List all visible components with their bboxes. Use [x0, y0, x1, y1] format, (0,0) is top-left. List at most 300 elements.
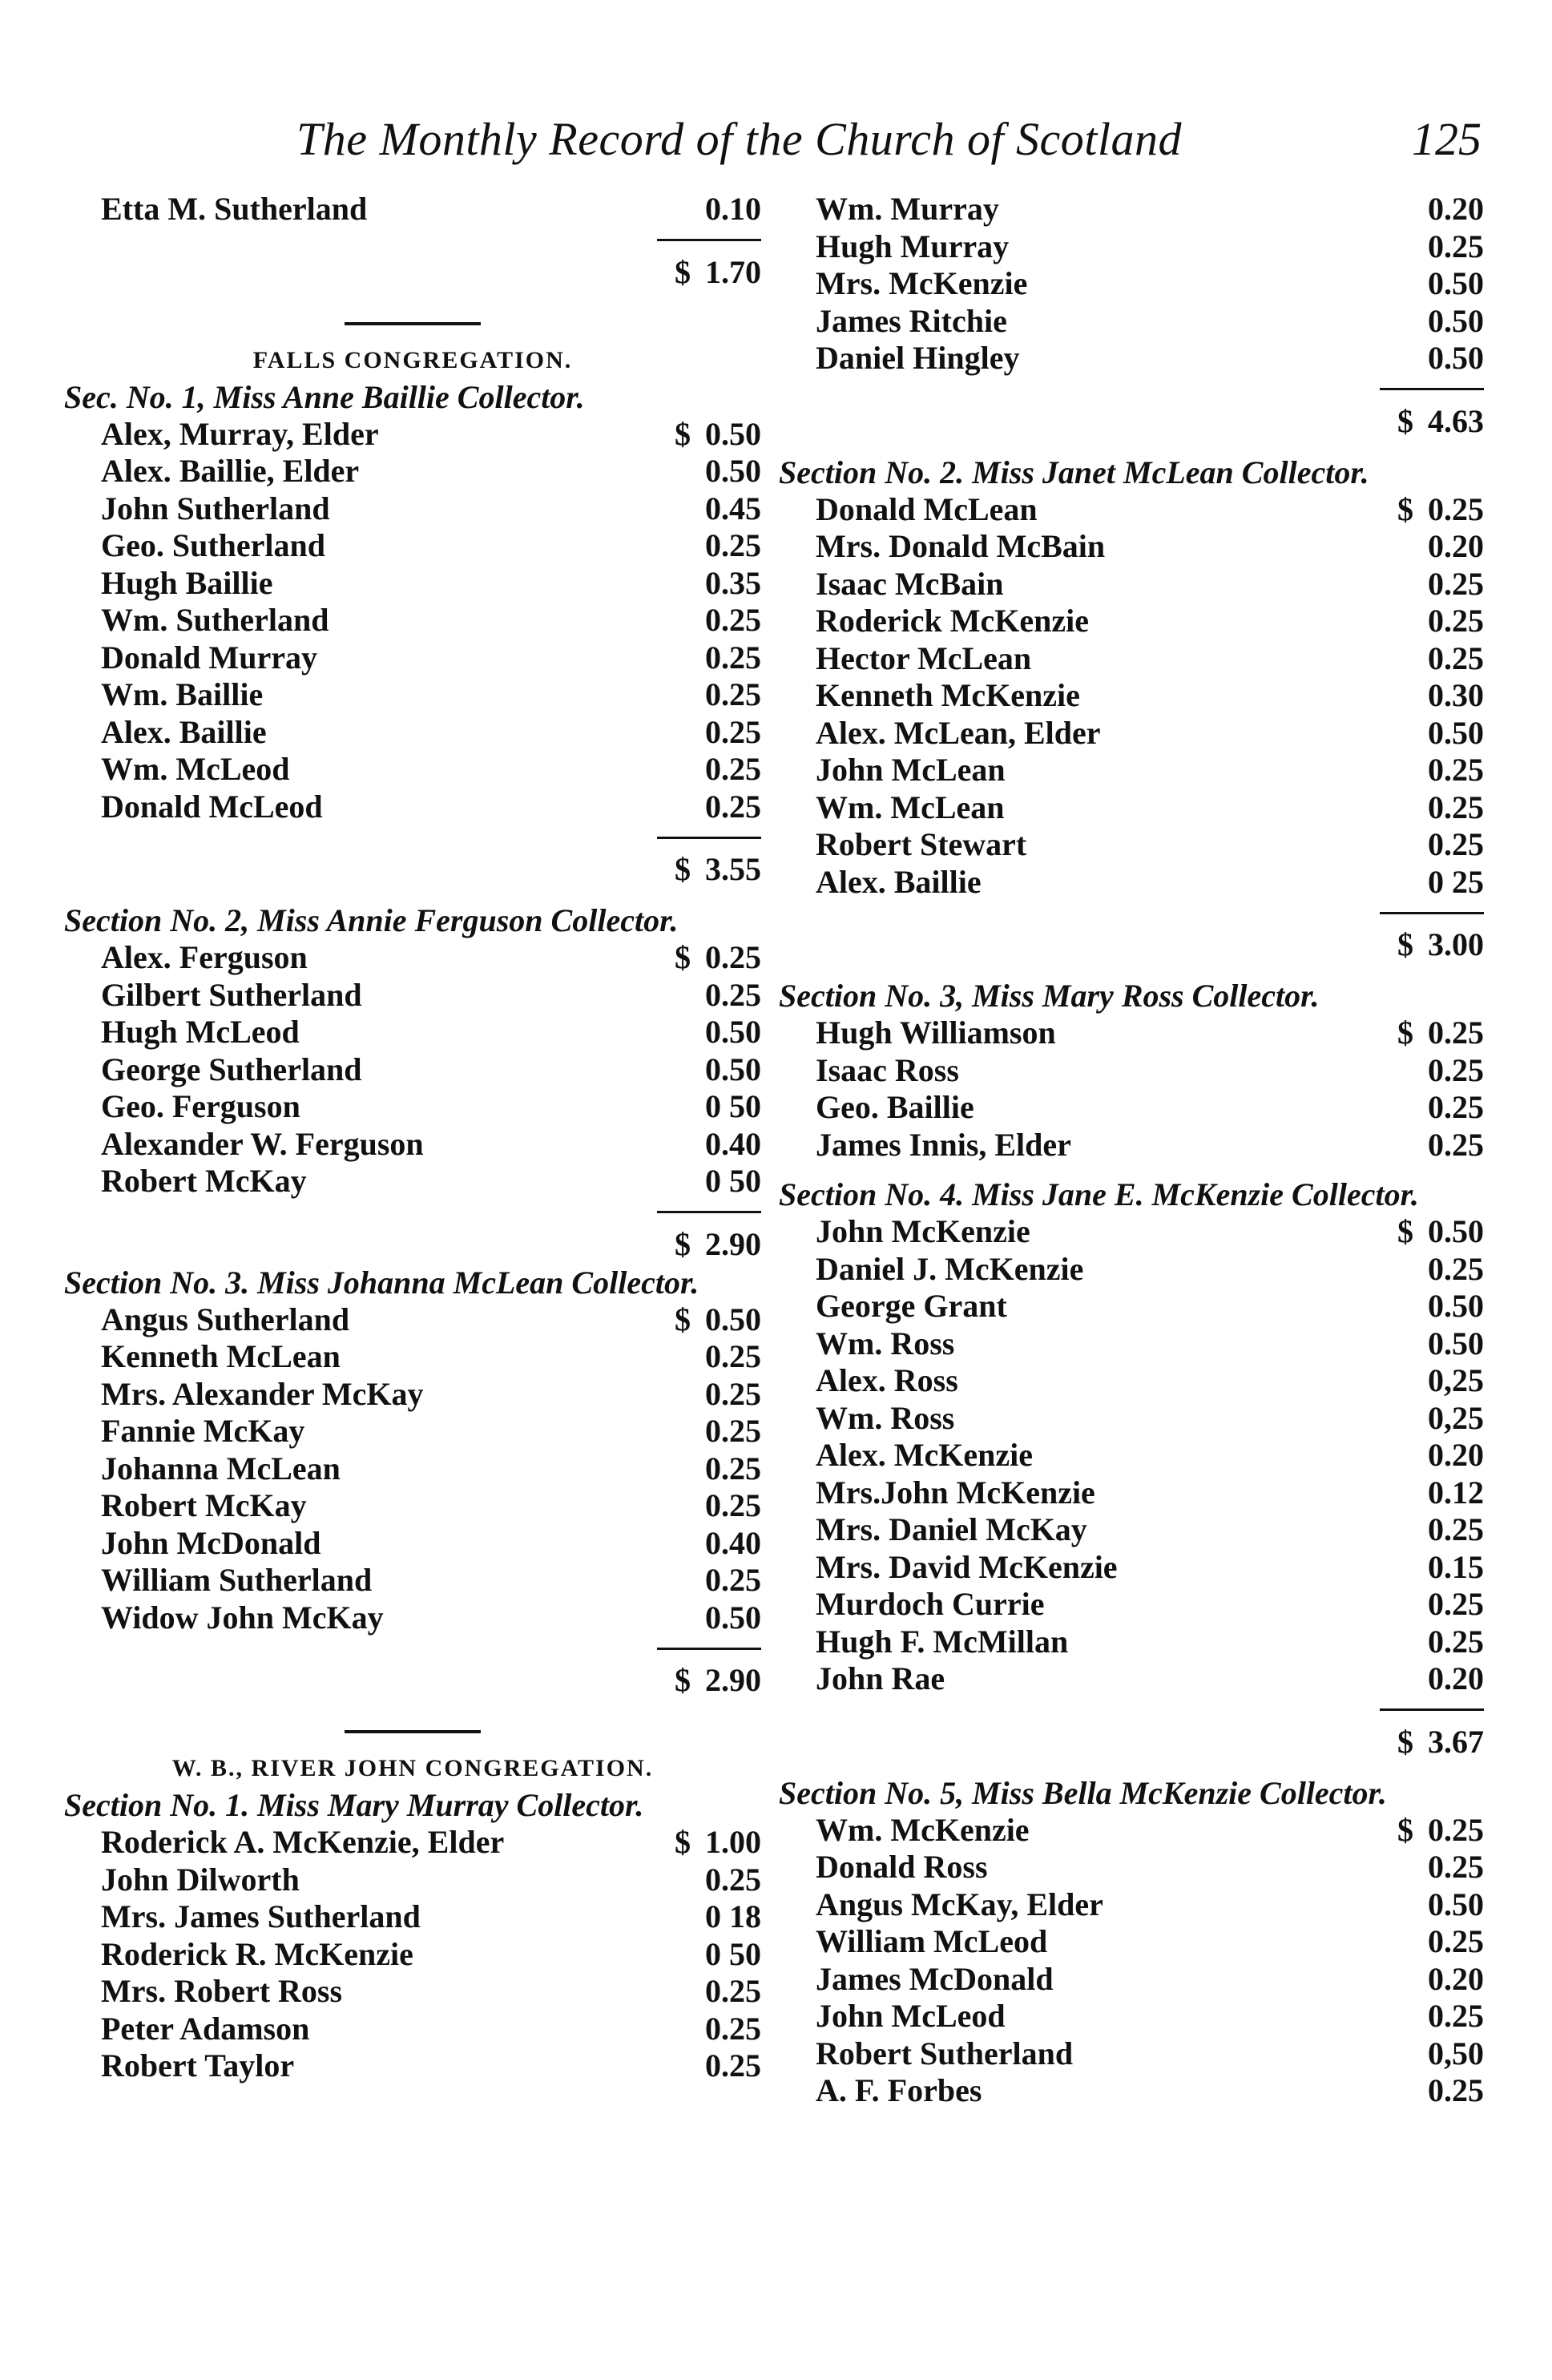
contribution-amount: [705, 1163, 761, 1200]
amount-value: 0.25: [705, 676, 761, 712]
contribution-row: [64, 2047, 761, 2085]
contributor-name: Alex, Murray, Elder: [101, 415, 379, 452]
contribution-amount: [705, 527, 761, 565]
contributor-name: Alex. Baillie: [816, 863, 982, 900]
amount-value: 0.25: [705, 1861, 761, 1898]
contribution-row: [64, 1450, 761, 1488]
contributor-name: Hugh F. McMillan: [816, 1623, 1069, 1660]
contribution-amount: [1428, 2072, 1484, 2110]
contribution-amount: [1397, 491, 1484, 529]
contribution-row: [64, 977, 761, 1015]
contributor-name: Daniel J. McKenzie: [816, 1250, 1084, 1287]
contributor-name: Hector McLean: [816, 639, 1032, 676]
contribution-row: [64, 191, 761, 228]
contribution-amount: [1428, 1474, 1484, 1512]
contribution-amount: [1428, 1511, 1484, 1549]
section-title: Section No. 3. Miss Johanna McLean Collector.: [64, 1264, 699, 1301]
contribution-amount: [1428, 1089, 1484, 1127]
contribution-amount: [705, 1898, 761, 1936]
amount-value: 0.25: [705, 751, 761, 787]
contribution-amount: [705, 2011, 761, 2048]
amount-value: 0.25: [705, 639, 761, 676]
contribution-amount: [1428, 1052, 1484, 1090]
contribution-row: [779, 2035, 1484, 2073]
amount-value: 0.10: [705, 191, 761, 227]
contributor-name: Donald McLean: [816, 490, 1038, 527]
contribution-amount: [1428, 303, 1484, 341]
contributor-name: Alex. Baillie, Elder: [101, 453, 360, 489]
page-number: 125: [1412, 113, 1481, 165]
amount-value: 0.25: [705, 939, 761, 975]
right-top-list: [779, 191, 1484, 377]
contributor-name: Geo. Baillie: [816, 1089, 974, 1125]
contributor-name: Peter Adamson: [101, 2010, 310, 2047]
contributor-name: George Grant: [816, 1288, 1007, 1324]
amount-value: 0.25: [1428, 1586, 1484, 1622]
amount-value: 0.35: [705, 564, 761, 601]
entry-list: [64, 939, 761, 1200]
contribution-row: [64, 527, 761, 565]
contribution-row: [779, 1251, 1484, 1289]
amount-value: 0.25: [1428, 1015, 1484, 1051]
contributor-name: Robert McKay: [101, 1163, 307, 1199]
contribution-row: [64, 1051, 761, 1089]
section-title: Section No. 3, Miss Mary Ross Collector.: [779, 978, 1320, 1014]
contribution-amount: [705, 1525, 761, 1563]
amount-value: 0.50: [705, 1014, 761, 1050]
amount-value: 0.25: [705, 1973, 761, 2009]
contribution-row: [779, 1923, 1484, 1961]
contribution-row: [64, 1338, 761, 1376]
amount-value: 0.25: [1428, 565, 1484, 602]
contribution-row: [779, 1437, 1484, 1474]
journal-title: The Monthly Record of the Church of Scotland: [296, 113, 1183, 165]
contributor-name: Wm. McLeod: [101, 751, 290, 787]
contribution-row: [64, 1898, 761, 1936]
contributor-name: Geo. Sutherland: [101, 527, 326, 563]
contribution-amount: [1428, 265, 1484, 303]
total-rule: [779, 1698, 1484, 1722]
right-column: [779, 191, 1484, 2110]
contribution-amount: [705, 1051, 761, 1089]
amount-value: 0 50: [705, 1163, 761, 1199]
contribution-amount: [1428, 2035, 1484, 2073]
contribution-amount: [675, 416, 761, 454]
contribution-row: [779, 1325, 1484, 1363]
amount-value: 1.00: [705, 1824, 761, 1860]
contributor-name: James McDonald: [816, 1960, 1054, 1997]
contribution-row: [64, 1525, 761, 1563]
total-rule: [64, 1636, 761, 1660]
contributor-name: Wm. Sutherland: [101, 602, 329, 638]
contribution-amount: [705, 565, 761, 603]
contribution-row: [779, 265, 1484, 303]
contribution-row: [64, 1487, 761, 1525]
amount-value: 0.50: [1428, 714, 1484, 751]
amount-value: 0.50: [705, 1599, 761, 1636]
amount-value: 0.25: [705, 2047, 761, 2084]
dollar-sign: $: [675, 1301, 691, 1337]
contribution-amount: [675, 1824, 761, 1862]
contribution-row: [779, 1624, 1484, 1661]
contribution-amount: [1397, 1015, 1484, 1052]
amount-value: 0.50: [1428, 340, 1484, 376]
contribution-row: [64, 1824, 761, 1862]
contributor-name: Hugh McLeod: [101, 1014, 300, 1050]
contributor-name: Widow John McKay: [101, 1599, 384, 1636]
contribution-row: [779, 1089, 1484, 1127]
contributor-name: Isaac McBain: [816, 565, 1004, 602]
contributor-name: James Ritchie: [816, 302, 1007, 339]
contribution-amount: [1428, 826, 1484, 864]
dollar-sign: $: [675, 415, 691, 452]
contribution-row: [779, 1849, 1484, 1886]
contributor-name: John McLean: [816, 752, 1006, 788]
contribution-row: [64, 1862, 761, 1899]
amount-value: 0.25: [705, 1487, 761, 1523]
contributor-name: Mrs. James Sutherland: [101, 1898, 421, 1934]
contribution-amount: [1428, 228, 1484, 266]
entry-list: [779, 1015, 1484, 1164]
contribution-row: [779, 340, 1484, 377]
contribution-amount: [1428, 1624, 1484, 1661]
contribution-row: [779, 528, 1484, 566]
contribution-row: [779, 1015, 1484, 1052]
contributor-name: Roderick R. McKenzie: [101, 1935, 413, 1972]
contribution-amount: [1428, 1288, 1484, 1325]
amount-value: 0.25: [1428, 826, 1484, 862]
amount-value: 0.50: [1428, 1288, 1484, 1324]
section-title: Section No. 4. Miss Jane E. McKenzie Collector.: [779, 1176, 1419, 1212]
amount-value: 0.50: [705, 1051, 761, 1087]
entry-list: [779, 1812, 1484, 2110]
contribution-row: [64, 453, 761, 490]
amount-value: 0.25: [705, 976, 761, 1013]
dollar-sign: $: [675, 1824, 691, 1860]
contributor-name: Wm. Murray: [816, 191, 999, 227]
amount-value: 0.25: [1428, 1998, 1484, 2034]
contribution-row: [779, 789, 1484, 827]
subtotal: $ 1.70: [675, 253, 761, 290]
contribution-row: [779, 1511, 1484, 1549]
contribution-amount: [1428, 1325, 1484, 1363]
contribution-row: [64, 676, 761, 714]
contributor-name: Gilbert Sutherland: [101, 976, 362, 1013]
total-rule: [64, 1200, 761, 1224]
subtotal: $ 2.90: [675, 1225, 761, 1262]
contributor-name: Robert McKay: [101, 1487, 307, 1523]
contributor-name: James Innis, Elder: [816, 1126, 1071, 1163]
contributor-name: Wm. Ross: [816, 1399, 955, 1436]
contributor-name: Mrs. McKenzie: [816, 265, 1028, 301]
amount-value: 0.50: [705, 415, 761, 452]
entry-list: [64, 1301, 761, 1637]
section-divider: [64, 305, 761, 342]
amount-value: 0.20: [1428, 528, 1484, 564]
section-divider: [64, 1713, 761, 1750]
contributor-name: Donald Murray: [101, 639, 317, 676]
contribution-amount: [1428, 1998, 1484, 2035]
contribution-amount: [705, 1088, 761, 1126]
amount-value: 0.25: [1428, 1849, 1484, 1885]
contributor-name: George Sutherland: [101, 1051, 362, 1087]
contribution-amount: [705, 1936, 761, 1974]
amount-value: 0.25: [705, 1375, 761, 1412]
amount-value: 0.25: [1428, 1051, 1484, 1088]
dollar-sign: $: [675, 939, 691, 975]
contribution-row: [64, 639, 761, 677]
contribution-amount: [1428, 528, 1484, 566]
contribution-amount: [1428, 1251, 1484, 1289]
contribution-row: [64, 1599, 761, 1637]
contribution-amount: [705, 1487, 761, 1525]
amount-value: 0.40: [705, 1125, 761, 1162]
contributor-name: John McDonald: [101, 1524, 321, 1561]
subtotal: $ 2.90: [675, 1662, 761, 1698]
contribution-row: [779, 1660, 1484, 1698]
amount-value: 0.25: [1428, 1811, 1484, 1848]
contribution-row: [779, 1474, 1484, 1512]
contribution-row: [779, 1052, 1484, 1090]
section-title: Section No. 2. Miss Janet McLean Collector.: [779, 454, 1369, 490]
total-rule: [779, 377, 1484, 401]
contributor-name: Kenneth McKenzie: [816, 677, 1080, 713]
contribution-amount: [705, 602, 761, 639]
contribution-row: [64, 1562, 761, 1599]
contribution-row: [64, 1376, 761, 1414]
amount-value: 0,25: [1428, 1399, 1484, 1436]
contribution-row: [779, 1213, 1484, 1251]
amount-value: 0.25: [1428, 1250, 1484, 1287]
contributor-name: William McLeod: [816, 1923, 1048, 1959]
section-title: Section No. 2, Miss Annie Ferguson Collector.: [64, 902, 679, 938]
total-rule: [64, 825, 761, 849]
contribution-amount: [1428, 640, 1484, 678]
contribution-amount: [705, 1562, 761, 1599]
entry-list: [64, 1824, 761, 2085]
contribution-row: [779, 715, 1484, 752]
entry-list: [779, 491, 1484, 902]
contributor-name: Wm. Baillie: [101, 676, 264, 712]
contribution-amount: [705, 2047, 761, 2085]
contributor-name: Wm. McKenzie: [816, 1811, 1030, 1848]
amount-value: 0.25: [1428, 490, 1484, 527]
amount-value: 0.12: [1428, 1474, 1484, 1511]
amount-value: 0 50: [705, 1935, 761, 1972]
contributor-name: Wm. McLean: [816, 789, 1005, 825]
contribution-amount: [705, 751, 761, 789]
amount-value: 0.50: [1428, 1213, 1484, 1249]
contribution-row: [64, 1936, 761, 1974]
amount-value: 0.20: [1428, 1660, 1484, 1696]
contributor-name: Mrs. Robert Ross: [101, 1973, 343, 2009]
contribution-row: [64, 751, 761, 789]
congregation-heading: W. B., RIVER JOHN CONGREGATION.: [171, 1755, 654, 1781]
contribution-amount: [675, 1301, 761, 1339]
left-top-list: [64, 191, 761, 228]
amount-value: 0.25: [705, 2010, 761, 2047]
contribution-amount: [705, 639, 761, 677]
amount-value: 0 25: [1428, 863, 1484, 900]
contributor-name: William Sutherland: [101, 1562, 373, 1598]
contribution-row: [64, 1126, 761, 1164]
amount-value: 0.25: [705, 1450, 761, 1486]
contribution-row: [64, 565, 761, 603]
contribution-amount: [1428, 1362, 1484, 1400]
amount-value: 0.25: [1428, 1126, 1484, 1163]
contribution-row: [64, 602, 761, 639]
contribution-amount: [705, 714, 761, 752]
contribution-amount: [705, 1599, 761, 1637]
contributor-name: John Sutherland: [101, 490, 330, 526]
contribution-amount: [1428, 1660, 1484, 1698]
amount-value: 0.45: [705, 490, 761, 526]
amount-value: 0.25: [705, 602, 761, 638]
congregation-heading: FALLS CONGREGATION.: [252, 346, 573, 373]
contributor-name: Isaac Ross: [816, 1051, 959, 1088]
amount-value: 0.25: [705, 1413, 761, 1449]
amount-value: 0.25: [1428, 752, 1484, 788]
contribution-row: [779, 228, 1484, 266]
contributor-name: Mrs. Alexander McKay: [101, 1375, 424, 1412]
contribution-amount: [1428, 1849, 1484, 1886]
contribution-row: [779, 1400, 1484, 1438]
amount-value: 0.50: [1428, 1325, 1484, 1361]
amount-value: 0.50: [705, 453, 761, 489]
contribution-row: [779, 1288, 1484, 1325]
contribution-row: [779, 491, 1484, 529]
contribution-row: [64, 1413, 761, 1450]
contributor-name: Wm. Ross: [816, 1325, 955, 1361]
contributor-name: Hugh Williamson: [816, 1015, 1056, 1051]
contribution-row: [779, 2072, 1484, 2110]
contribution-amount: [675, 939, 761, 977]
contribution-amount: [1428, 603, 1484, 640]
left-column: [64, 191, 761, 2085]
contribution-amount: [1428, 1923, 1484, 1961]
contribution-row: [779, 1549, 1484, 1587]
amount-value: 0.50: [1428, 302, 1484, 339]
contribution-amount: [1397, 1812, 1484, 1850]
dollar-sign: $: [1397, 1015, 1413, 1051]
contribution-row: [64, 1973, 761, 2011]
entry-list: [779, 1213, 1484, 1698]
contributor-name: John McKenzie: [816, 1213, 1030, 1249]
contribution-row: [64, 714, 761, 752]
contribution-row: [64, 1014, 761, 1051]
contribution-row: [779, 1998, 1484, 2035]
contribution-row: [64, 789, 761, 826]
contributor-name: Donald Ross: [816, 1849, 988, 1885]
amount-value: 0.50: [705, 1301, 761, 1337]
contribution-amount: [1428, 677, 1484, 715]
subtotal: $ 3.67: [1397, 1723, 1484, 1760]
subtotal: $ 3.00: [1397, 926, 1484, 962]
contribution-amount: [1428, 1886, 1484, 1924]
amount-value: 0.50: [1428, 1886, 1484, 1922]
contribution-amount: [705, 1376, 761, 1414]
contribution-amount: [1428, 566, 1484, 603]
contributor-name: Hugh Murray: [816, 228, 1010, 264]
amount-value: 0,25: [1428, 1362, 1484, 1398]
contribution-amount: [1397, 1213, 1484, 1251]
amount-value: 0.25: [1428, 1089, 1484, 1125]
contribution-amount: [705, 789, 761, 826]
contributor-name: Hugh Baillie: [101, 564, 273, 601]
amount-value: 0.20: [1428, 191, 1484, 227]
contributor-name: John McLeod: [816, 1998, 1006, 2034]
contribution-amount: [705, 1973, 761, 2011]
contribution-row: [779, 1812, 1484, 1850]
section-title: Section No. 5, Miss Bella McKenzie Collector.: [779, 1774, 1387, 1811]
contribution-amount: [1428, 715, 1484, 752]
amount-value: 0.25: [705, 1338, 761, 1374]
contribution-row: [779, 1362, 1484, 1400]
contribution-amount: [1428, 864, 1484, 902]
contribution-amount: [1428, 191, 1484, 228]
contribution-amount: [1428, 340, 1484, 377]
amount-value: 0.25: [705, 713, 761, 750]
total-rule: [779, 901, 1484, 925]
contribution-amount: [1428, 1437, 1484, 1474]
amount-value: 0.15: [1428, 1548, 1484, 1585]
amount-value: 0.25: [705, 788, 761, 825]
contribution-row: [64, 1163, 761, 1200]
contributor-name: Mrs.John McKenzie: [816, 1474, 1095, 1511]
amount-value: 0.25: [1428, 639, 1484, 676]
contribution-row: [64, 490, 761, 528]
contribution-row: [779, 640, 1484, 678]
contribution-row: [779, 864, 1484, 902]
dollar-sign: $: [1397, 1213, 1413, 1249]
contribution-row: [779, 826, 1484, 864]
amount-value: 0.25: [1428, 789, 1484, 825]
amount-value: 0.20: [1428, 1437, 1484, 1473]
total-rule: [64, 228, 761, 252]
contribution-row: [64, 1088, 761, 1126]
amount-value: 0.20: [1428, 1960, 1484, 1997]
subtotal: $ 3.55: [675, 851, 761, 887]
contributor-name: Alex. Ferguson: [101, 939, 308, 975]
contributor-name: A. F. Forbes: [816, 2072, 982, 2108]
contribution-row: [779, 752, 1484, 789]
contributor-name: Roderick A. McKenzie, Elder: [101, 1824, 505, 1860]
amount-value: 0.25: [705, 527, 761, 563]
contributor-name: Murdoch Currie: [816, 1586, 1045, 1622]
contributor-name: Mrs. Daniel McKay: [816, 1511, 1087, 1547]
contributor-name: Kenneth McLean: [101, 1338, 341, 1374]
contributor-name: Robert Sutherland: [816, 2035, 1074, 2071]
contribution-row: [779, 1127, 1484, 1164]
contribution-amount: [705, 1338, 761, 1376]
amount-value: 0.40: [705, 1524, 761, 1561]
contribution-row: [64, 416, 761, 454]
contributor-name: Etta M. Sutherland: [101, 191, 368, 227]
contribution-row: [64, 2011, 761, 2048]
contributor-name: Alex. McLean, Elder: [816, 714, 1101, 751]
amount-value: 0.25: [1428, 1923, 1484, 1959]
contributor-name: Fannie McKay: [101, 1413, 305, 1449]
contribution-row: [779, 1886, 1484, 1924]
contributor-name: Johanna McLean: [101, 1450, 341, 1486]
contribution-row: [779, 303, 1484, 341]
amount-value: 0.25: [705, 1562, 761, 1598]
amount-value: 0.25: [1428, 2072, 1484, 2108]
amount-value: 0.25: [1428, 1623, 1484, 1660]
amount-value: 0.30: [1428, 677, 1484, 713]
contribution-amount: [1428, 1127, 1484, 1164]
amount-value: 0.25: [1428, 1511, 1484, 1547]
